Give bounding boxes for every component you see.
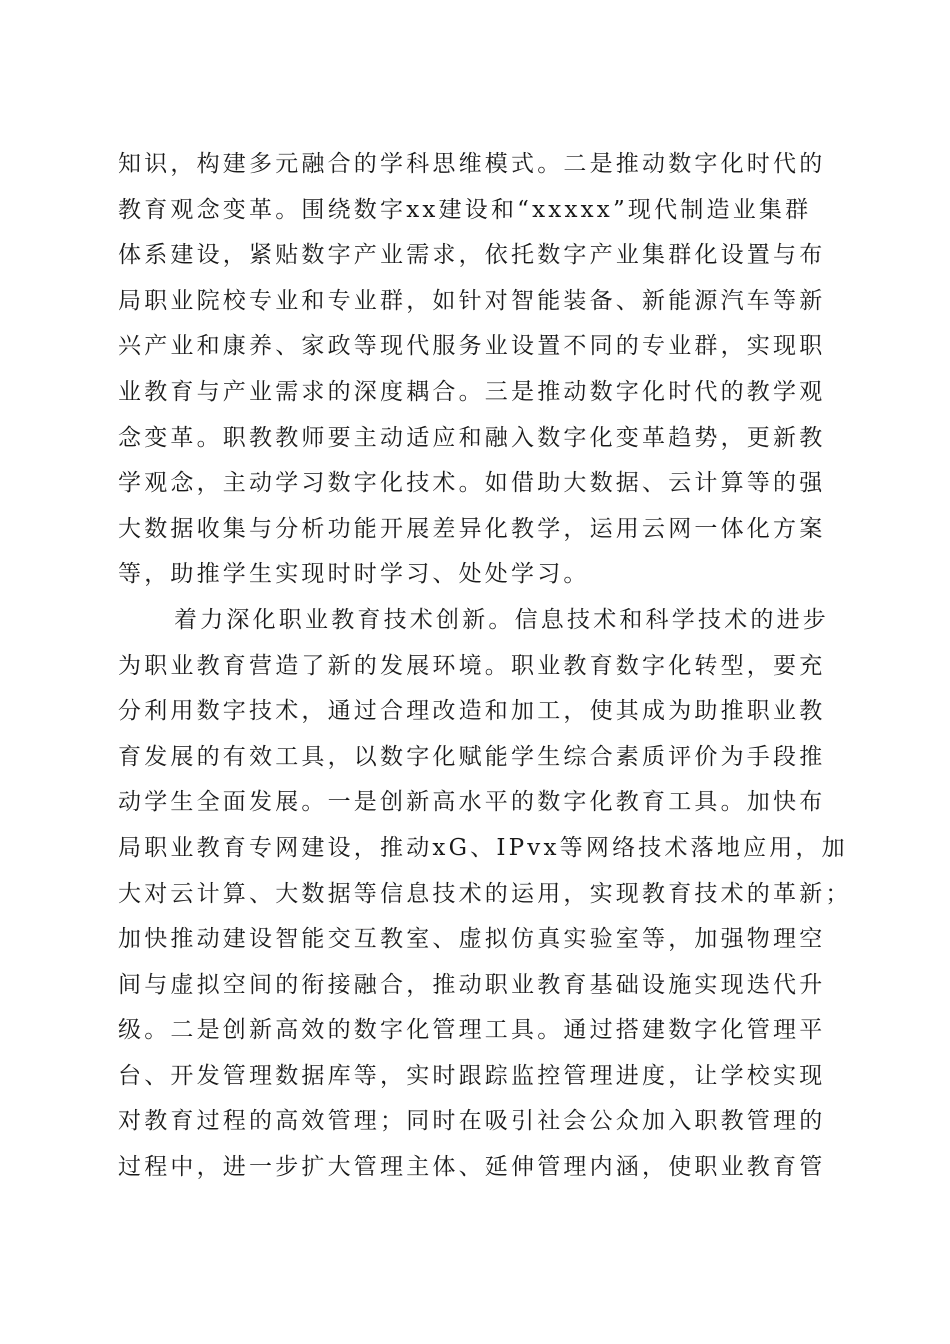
text-line-indented: 着力深化职业教育技术创新。信息技术和科学技术的进步: [174, 606, 829, 633]
text-line: 对教育过程的高效管理；同时在吸引社会公众加入职教管理的: [118, 1108, 826, 1135]
text-line: 台、开发管理数据库等，实时跟踪监控管理进度，让学校实现: [118, 1062, 826, 1089]
text-line: 学观念，主动学习数字化技术。如借助大数据、云计算等的强: [118, 470, 826, 497]
text-line: 过程中，进一步扩大管理主体、延伸管理内涵，使职业教育管: [118, 1154, 826, 1181]
text-line: 动学生全面发展。一是创新高水平的数字化教育工具。加快布: [118, 789, 826, 816]
text-line: 等，助推学生实现时时学习、处处学习。: [118, 561, 590, 588]
text-line: 分利用数字技术，通过合理改造和加工，使其成为助推职业教: [118, 698, 826, 725]
text-line: 体系建设，紧贴数字产业需求，依托数字产业集群化设置与布: [118, 242, 826, 269]
text-line: 加快推动建设智能交互教室、虚拟仿真实验室等，加强物理空: [118, 926, 826, 953]
text-line: 大对云计算、大数据等信息技术的运用，实现教育技术的革新；: [118, 880, 852, 907]
text-line: 念变革。职教教师要主动适应和融入数字化变革趋势，更新教: [118, 424, 826, 451]
text-line: 间与虚拟空间的衔接融合，推动职业教育基础设施实现迭代升: [118, 971, 826, 998]
text-line: 大数据收集与分析功能开展差异化教学，运用云网一体化方案: [118, 515, 826, 542]
body-text: [118, 142, 852, 1191]
text-line: 业教育与产业需求的深度耦合。三是推动数字化时代的教学观: [118, 378, 826, 405]
paragraph-2: [118, 598, 852, 1191]
text-line: 教育观念变革。围绕数字xx建设和“xxxxx”现代制造业集群: [118, 196, 812, 223]
text-line: 兴产业和康养、家政等现代服务业设置不同的专业群，实现职: [118, 333, 826, 360]
text-line: 级。二是创新高效的数字化管理工具。通过搭建数字化管理平: [118, 1017, 826, 1044]
text-line: 育发展的有效工具，以数字化赋能学生综合素质评价为手段推: [118, 743, 826, 770]
paragraph-1: [118, 142, 834, 598]
text-line: 知识，构建多元融合的学科思维模式。二是推动数字化时代的: [118, 151, 826, 177]
text-line: 局职业教育专网建设，推动xG、IPvx等网络技术落地应用，加: [118, 834, 848, 861]
text-line: 局职业院校专业和专业群，如针对智能装备、新能源汽车等新: [118, 287, 826, 314]
text-line: 为职业教育营造了新的发展环境。职业教育数字化转型，要充: [118, 652, 826, 679]
